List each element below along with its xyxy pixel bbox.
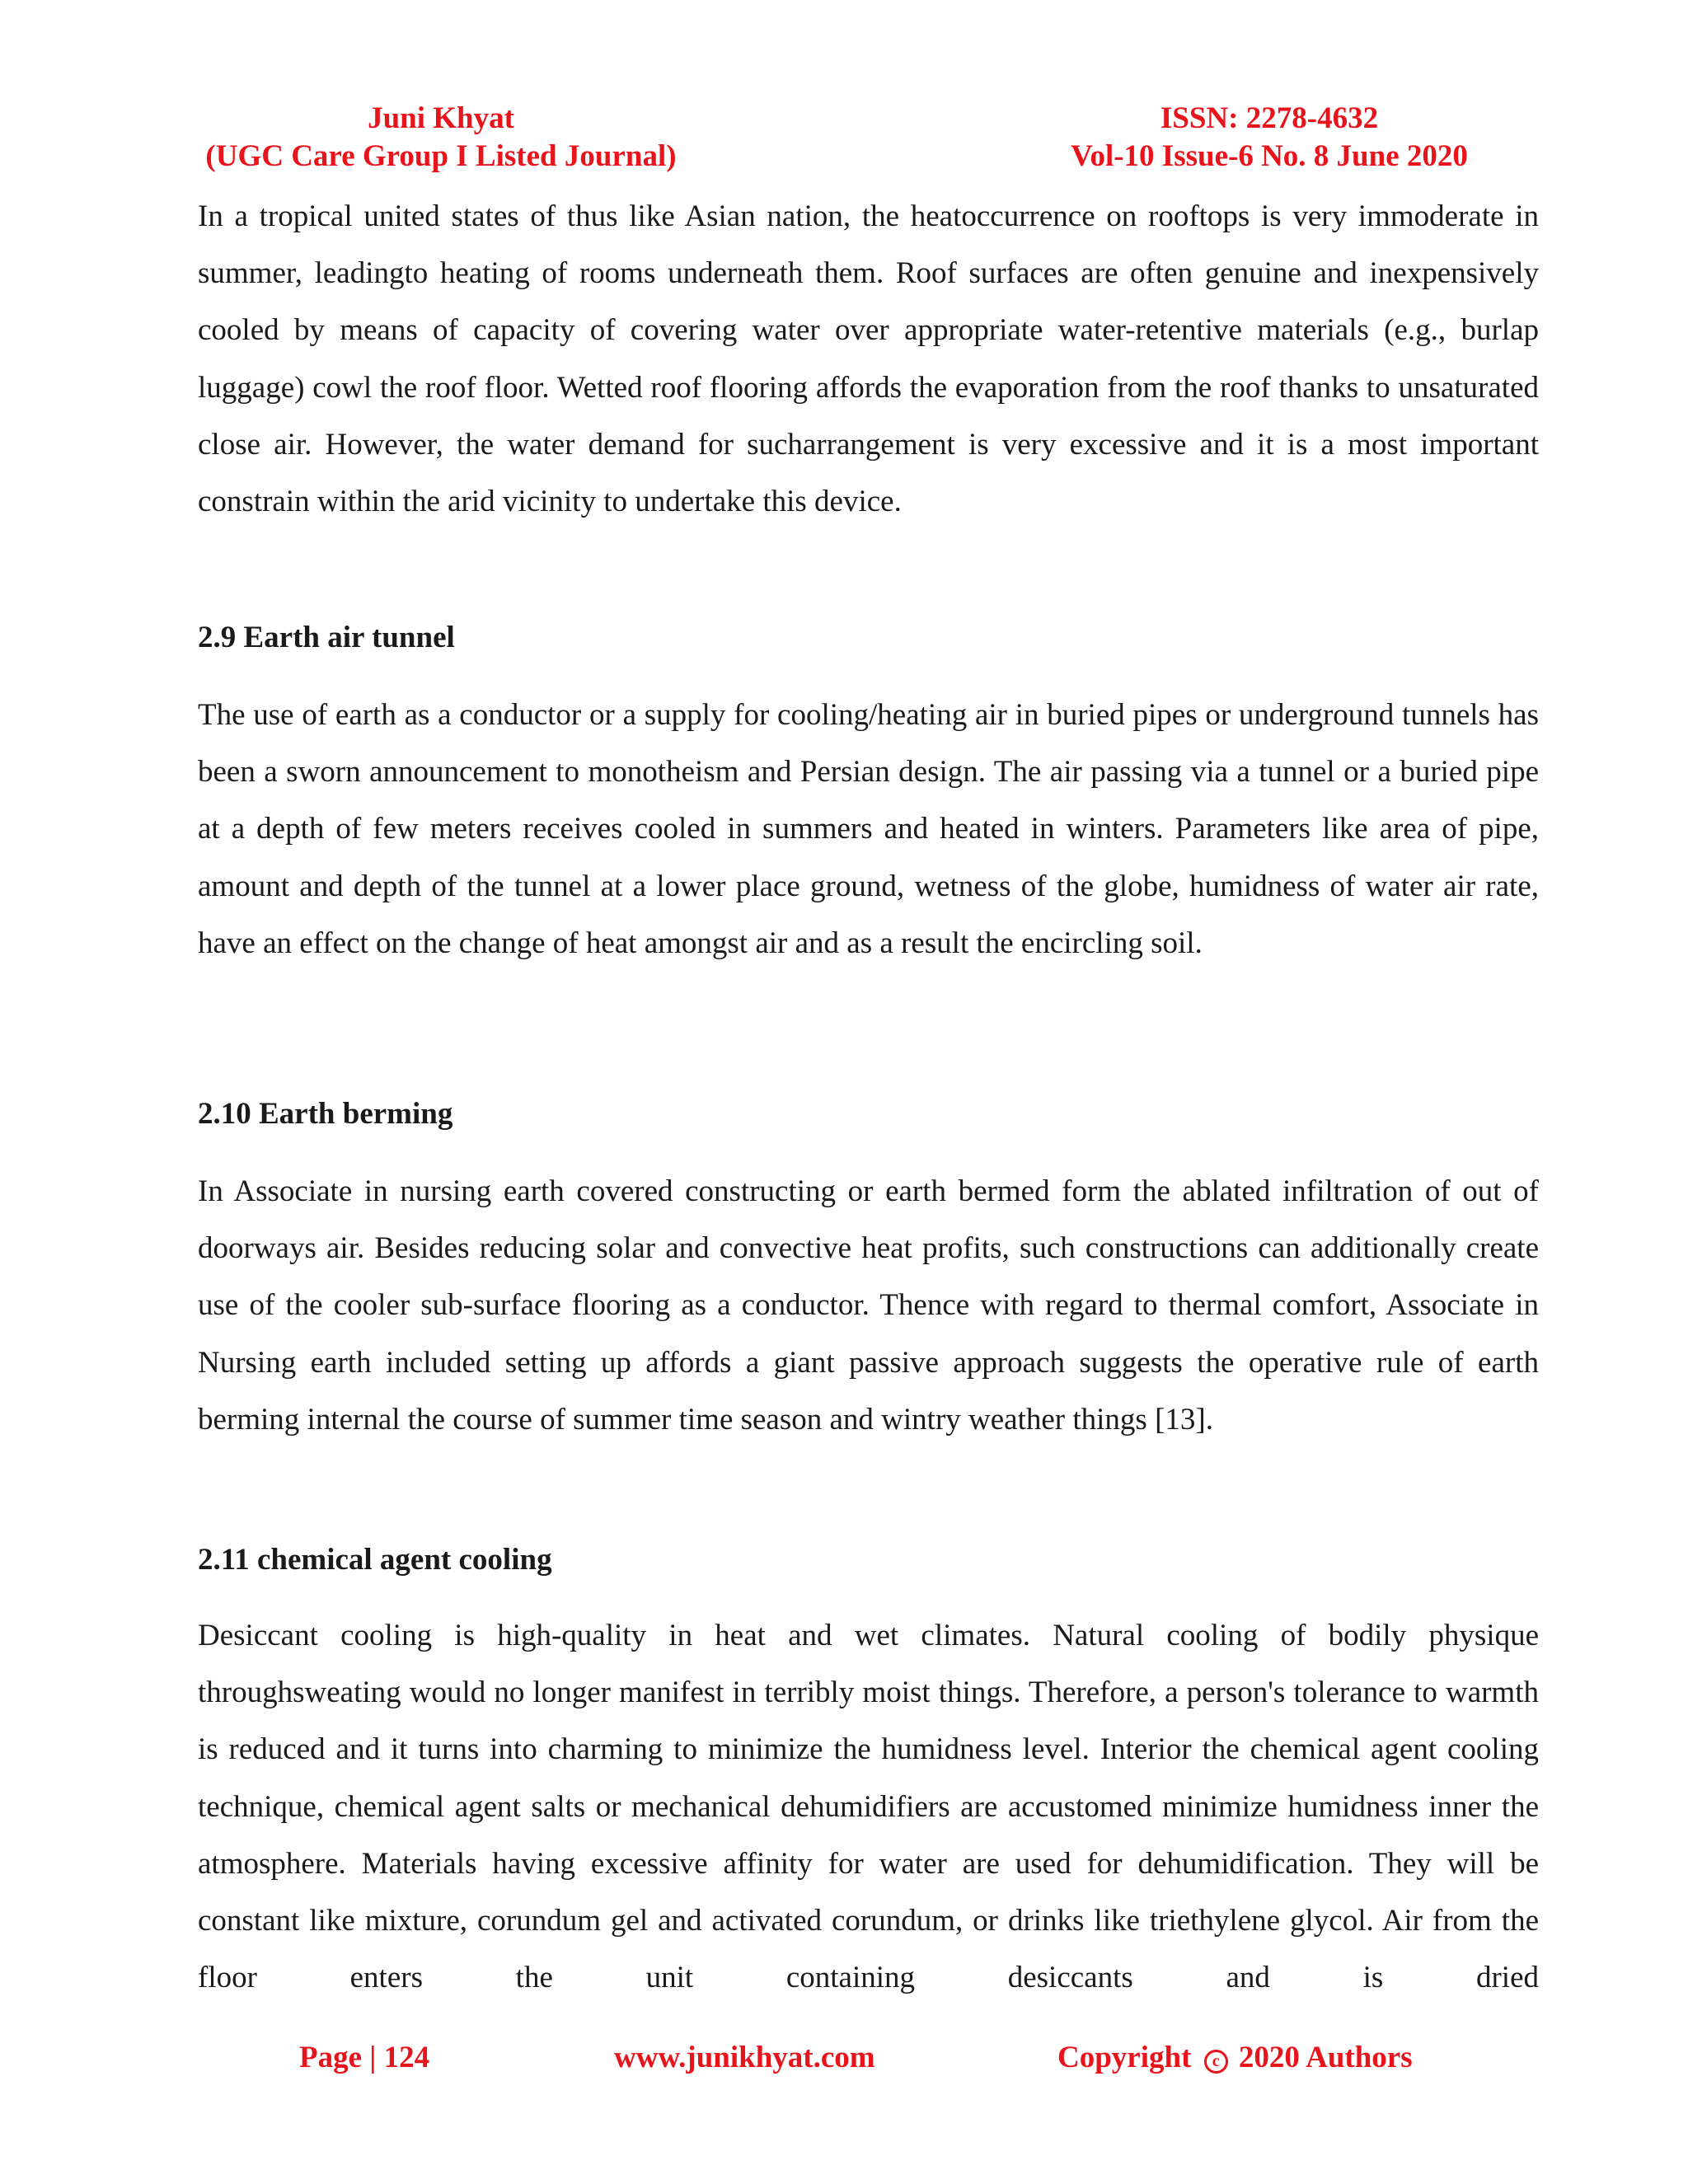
section-2-9-paragraph: The use of earth as a conductor or a supply for cooling/heating air in buried pipes or underground tunnels has been a sworn announcement to monotheism and Persian design. The air passing via a tunnel or a buried pipe at a depth of few meters receives cooled in summers and heated in winters. Parameters like area of pipe, amount and depth of the tunnel at a lower place ground, wetness of the globe, humidness of water air rate, have an effect on the change of heat amongst air and as a result the encircling soil. (198, 698, 1539, 960)
section-2-11-paragraph: Desiccant cooling is high-quality in heat and wet climates. Natural cooling of bodily physique throughsweating would no longer manifest in terribly moist things. Therefore, a person's tolerance to warmth is reduced and it turns into charming to minimize the humidness level. Interior the chemical agent cooling technique, chemical agent salts or mechanical dehumidifiers are accustomed minimize humidness inner the atmosphere. Materials having excessive affinity for water are used for dehumidification. They will be constant like mixture, corundum gel and activated corundum, or drinks like triethylene glycol. Air from the floor enters the unit containing desiccants and is dried (198, 1619, 1539, 1995)
copyright-prefix: Copyright (1057, 2041, 1192, 2074)
journal-group: (UGC Care Group I Listed Journal) (205, 139, 677, 173)
journal-volume-issue: Vol-10 Issue-6 No. 8 June 2020 (1071, 139, 1468, 173)
section-2-11-heading: 2.11 chemical agent cooling (198, 1543, 552, 1577)
section-2-10-paragraph: In Associate in nursing earth covered constructing or earth bermed form the ablated infiltration of out of doorways air. Besides reducing solar and convective heat profits, such constructions can additionally create use of the cooler sub-surface flooring as a conductor. Thence with regard to thermal comfort, Associate in Nursing earth included setting up affords a giant passive approach suggests the operative rule of earth berming internal the course of summer time season and wintry weather things [13]. (198, 1174, 1539, 1436)
header-right (1034, 100, 1504, 176)
copyright-icon: c (1204, 2050, 1228, 2074)
section-2-10-heading: 2.10 Earth berming (198, 1097, 453, 1131)
journal-issn: ISSN: 2278-4632 (1160, 101, 1379, 135)
header-left (198, 100, 684, 176)
footer-copyright (1057, 2039, 1413, 2077)
intro-paragraph: In a tropical united states of thus like Asian nation, the heatoccurrence on rooftops is very immoderate in summer, leadingto heating of rooms underneath them. Roof surfaces are often genuine and inexpensively cooled by means of capacity of covering water over appropriate water-retentive materials (e.g., burlap luggage) cowl the roof floor. Wetted roof flooring affords the evaporation from the roof thanks to unsaturated close air. However, the water demand for sucharrangement is very excessive and it is a most important constrain within the arid vicinity to undertake this device. (198, 199, 1539, 519)
journal-name: Juni Khyat (368, 101, 514, 135)
footer-page-number: Page | 124 (299, 2041, 430, 2074)
footer-website-link[interactable]: www.junikhyat.com (614, 2041, 875, 2074)
section-2-9-heading: 2.9 Earth air tunnel (198, 621, 455, 654)
copyright-suffix: 2020 Authors (1238, 2041, 1413, 2074)
